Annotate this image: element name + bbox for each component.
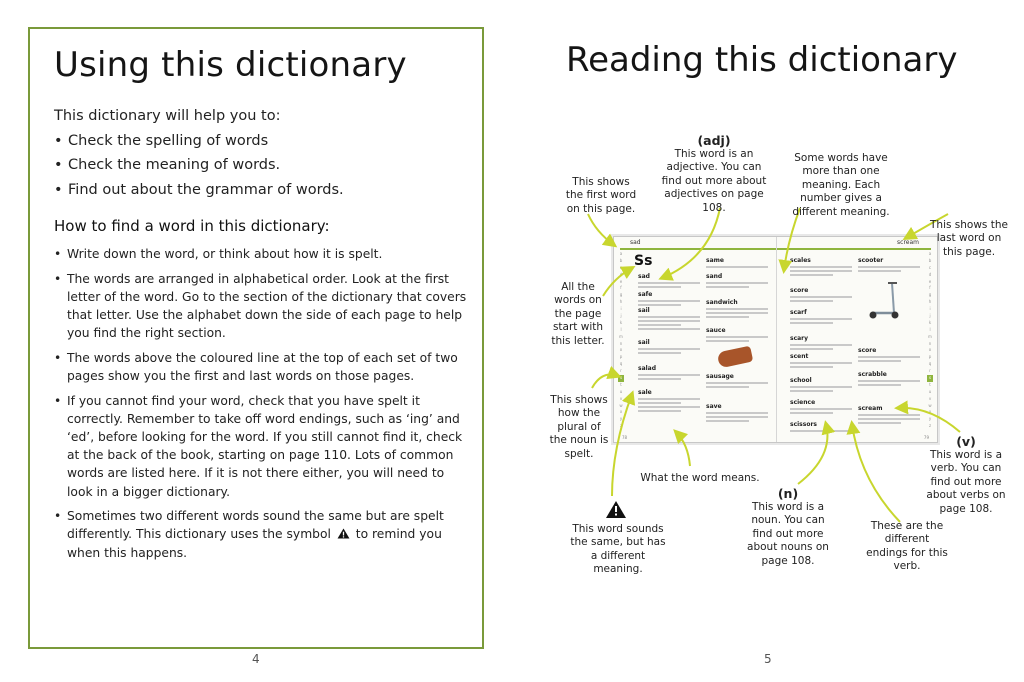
annotation-first-word: This shows the first word on this page. xyxy=(565,176,637,215)
spread-section-letter: Ss xyxy=(634,253,653,269)
alphabet-letter: j xyxy=(620,313,622,319)
alphabet-letter: z xyxy=(619,423,623,429)
alphabet-letter: k xyxy=(928,319,932,325)
alphabet-letter: y xyxy=(928,416,932,422)
annotation-adjective-text: This word is an adjective. You can find out more about adjectives on page 108. xyxy=(661,148,767,214)
annotation-noun-head: (n) xyxy=(777,486,799,501)
spread-entry: sausage xyxy=(706,373,768,388)
annotation-adjective-head: (adj) xyxy=(697,133,731,148)
annotation-sounds-same: This word sounds the same, but has a different meaning. xyxy=(570,523,666,576)
warning-icon xyxy=(605,500,627,519)
alphabet-letter: s xyxy=(619,375,623,381)
spread-entry: scooter xyxy=(858,257,920,272)
alphabet-letter: d xyxy=(619,271,623,277)
alphabet-letter: e xyxy=(928,278,932,284)
spread-entry: score xyxy=(790,287,852,302)
annotation-verb-text: This word is a verb. You can find out more about verbs on page 108. xyxy=(926,449,1006,515)
alphabet-letter: s xyxy=(928,375,932,381)
alphabet-letter: q xyxy=(619,361,623,367)
spread-entry: sale xyxy=(638,389,700,412)
alphabet-letter: q xyxy=(928,361,932,367)
spread-entry: scarf xyxy=(790,309,852,324)
alphabet-letter: v xyxy=(619,395,623,401)
alphabet-letter: a xyxy=(928,251,932,256)
alphabet-letter: c xyxy=(928,264,932,270)
intro-item: • Check the spelling of words xyxy=(54,129,464,154)
alphabet-letter: n xyxy=(619,340,623,346)
alphabet-letter: b xyxy=(619,257,623,263)
annotation-verb xyxy=(920,434,1012,516)
alphabet-letter: p xyxy=(928,354,932,360)
annotation-meaning: What the word means. xyxy=(640,472,760,484)
alphabet-letter: o xyxy=(928,347,932,353)
spread-entry: scissors xyxy=(790,421,852,432)
alphabet-letter: y xyxy=(619,416,623,422)
arrow-meaning xyxy=(676,432,690,466)
annotation-endings: These are the different endings for this verb. xyxy=(866,520,948,573)
spread-first-headword: sad xyxy=(630,239,641,246)
spread-entry: scales xyxy=(790,257,852,276)
alphabet-letter: d xyxy=(928,271,932,277)
spread-entry: scream xyxy=(858,405,920,424)
spread-entry: score xyxy=(858,347,920,362)
alphabet-letter: i xyxy=(620,306,622,312)
spread-entry: salad xyxy=(638,365,700,380)
intro-item: • Find out about the grammar of words. xyxy=(54,178,464,203)
spread-entry: scary xyxy=(790,335,852,350)
alphabet-letter: r xyxy=(620,368,622,374)
alphabet-letter: b xyxy=(928,257,932,263)
alphabet-letter: t xyxy=(929,381,931,387)
spread-page-number-left: 78 xyxy=(622,435,628,440)
arrow-plural xyxy=(592,375,618,389)
annotation-last-word: This shows the last word on this page. xyxy=(930,219,1008,258)
alphabet-letter: x xyxy=(619,409,623,415)
intro-item: • Check the meaning of words. xyxy=(54,153,464,178)
alphabet-letter: i xyxy=(929,306,931,312)
arrow-sounds-same xyxy=(612,394,632,496)
alphabet-letter: p xyxy=(619,354,623,360)
arrow-noun xyxy=(798,424,827,484)
arrow-verb xyxy=(898,408,960,432)
alphabet-letter: m xyxy=(619,333,623,339)
alphabet-letter: u xyxy=(619,388,623,394)
howto-item: • If you cannot find your word, check that you have spelt it correctly. Remember to take off word endings, such as ‘ing’ and ‘ed’, before looking for the word. If you still cannot find it, check at the back of the book, starting on page 110. Lots of common words are listed here. If it is not there either, you will need to look in a bigger dictionary. xyxy=(54,392,472,501)
spread-entry: scent xyxy=(790,353,852,368)
arrow-adjective xyxy=(662,208,720,278)
alphabet-letter: g xyxy=(928,292,932,298)
alphabet-letter: a xyxy=(619,251,623,256)
alphabet-letter: g xyxy=(619,292,623,298)
annotation-noun-text: This word is a noun. You can find out more about nouns on page 108. xyxy=(747,501,829,567)
annotation-plural: This shows how the plural of the noun is spelt. xyxy=(549,394,609,460)
spread-entry: sand xyxy=(706,273,768,288)
alphabet-letter: l xyxy=(929,326,931,332)
howto-item: • The words above the coloured line at the top of each set of two pages show you the first and last words on those pages. xyxy=(54,349,472,385)
annotation-adjective xyxy=(660,133,768,215)
spread-entry: sandwich xyxy=(706,299,768,318)
howto-heading: How to find a word in this dictionary: xyxy=(54,217,330,235)
howto-item: • Write down the word, or think about how it is spelt. xyxy=(54,245,472,263)
alphabet-letter: j xyxy=(929,313,931,319)
spread-entry: school xyxy=(790,377,852,392)
spread-entry: sauce xyxy=(706,327,768,342)
right-page-title: Reading this dictionary xyxy=(566,40,958,80)
alphabet-letter: z xyxy=(928,423,932,429)
spread-entry: sail xyxy=(638,339,700,354)
alphabet-letter: k xyxy=(619,319,623,325)
page-number-right: 5 xyxy=(764,652,772,666)
arrow-endings xyxy=(852,424,900,522)
spread-entry: scrabble xyxy=(858,371,920,386)
alphabet-letter: v xyxy=(928,395,932,401)
alphabet-letter: c xyxy=(619,264,623,270)
alphabet-letter: h xyxy=(619,299,623,305)
alphabet-letter: e xyxy=(619,278,623,284)
left-page-title: Using this dictionary xyxy=(54,45,407,85)
howto-item-text-before: Sometimes two different words sound the same but are spelt differently. This dictionary uses the symbol xyxy=(67,509,444,542)
arrow-first-word xyxy=(588,214,614,245)
annotation-noun xyxy=(742,486,834,568)
spread-entry: same xyxy=(706,257,768,268)
alphabet-letter: u xyxy=(928,388,932,394)
alphabet-letter: h xyxy=(928,299,932,305)
alphabet-letter: t xyxy=(620,381,622,387)
annotation-meanings: Some words have more than one meaning. Each number gives a different meaning. xyxy=(792,152,890,218)
alphabet-letter: f xyxy=(620,285,622,291)
spread-entry: science xyxy=(790,399,852,414)
alphabet-letter: f xyxy=(929,285,931,291)
alphabet-letter: w xyxy=(928,402,932,408)
alphabet-letter: r xyxy=(929,368,931,374)
alphabet-letter: x xyxy=(928,409,932,415)
spread-entry: safe xyxy=(638,291,700,306)
intro-text: This dictionary will help you to: xyxy=(54,108,281,124)
alphabet-letter: m xyxy=(928,333,932,339)
spread-page-number-right: 79 xyxy=(923,435,929,440)
spread-last-headword: scream xyxy=(897,239,919,246)
alphabet-letter: o xyxy=(619,347,623,353)
annotation-verb-head: (v) xyxy=(956,434,976,449)
alphabet-letter: l xyxy=(620,326,622,332)
page-number-left: 4 xyxy=(252,652,260,666)
spread-entry: sail xyxy=(638,307,700,330)
spread-entry: save xyxy=(706,403,768,422)
alphabet-letter: n xyxy=(928,340,932,346)
howto-item-text-after: to remind you when this happens. xyxy=(67,527,442,560)
howto-item: • The words are arranged in alphabetical order. Look at the first letter of the word. Go to the section of the dictionary that covers that letter. Use the alphabet down the side of each page to help you find the right section. xyxy=(54,270,472,343)
spread-entry: sad xyxy=(638,273,700,288)
annotation-all-words: All the words on the page start with this letter. xyxy=(551,281,605,347)
alphabet-letter: w xyxy=(619,402,623,408)
